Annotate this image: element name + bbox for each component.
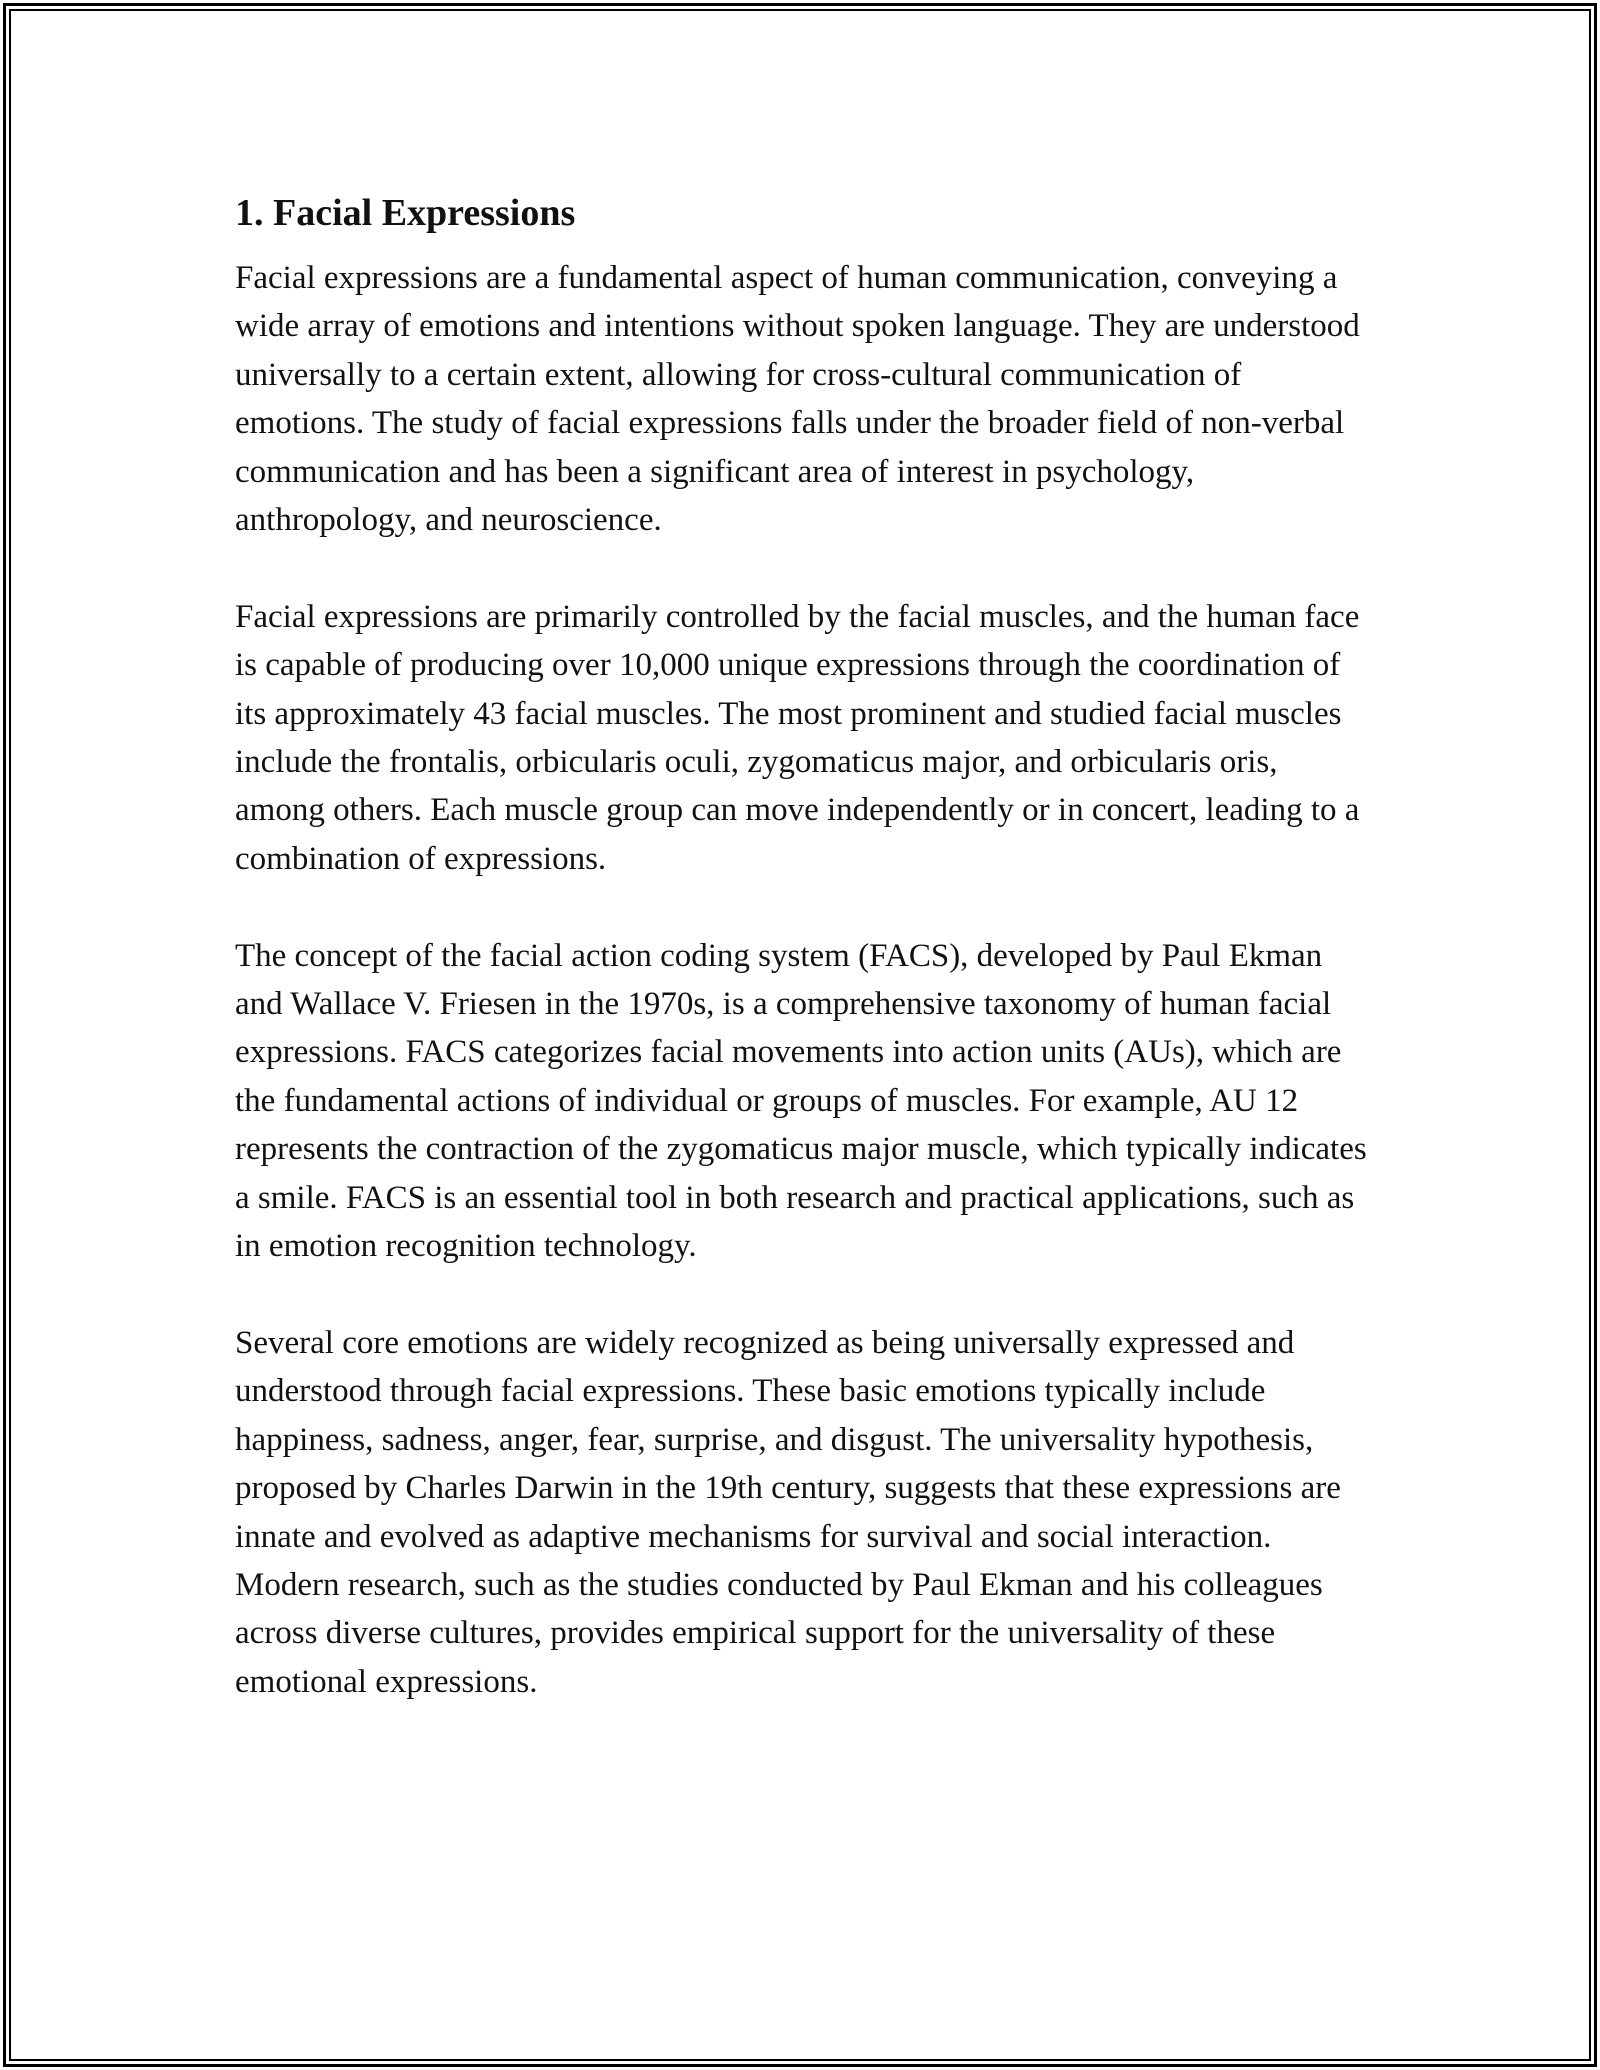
- paragraph-core-emotions: Several core emotions are widely recognized as being universally expressed and understood through facial expressions. These basic emotions typically include happiness, sadness, anger, fear, surprise, and disgust. The universality hypothesis, proposed by Charles Darwin in the 19th century, suggests that these expressions are innate and evolved as adaptive mechanisms for survival and social interaction. Modern research, such as the studies conducted by Paul Ekman and his colleagues across diverse cultures, provides empirical support for the universality of these emotional expressions.: [235, 1324, 1341, 1700]
- paragraph-facs: The concept of the facial action coding system (FACS), developed by Paul Ekman and Wallace V. Friesen in the 1970s, is a comprehensive taxonomy of human facial expressions. FACS categorizes facial movements into action units (AUs), which are the fundamental actions of individual or groups of muscles. For example, AU 12 represents the contraction of the zygomaticus major muscle, which typically indicates a smile. FACS is an essential tool in both research and practical applications, such as in emotion recognition technology.: [235, 937, 1367, 1265]
- paragraph-facial-muscles: Facial expressions are primarily controlled by the facial muscles, and the human face is capable of producing over 10,000 unique expressions through the coordination of its approximately 43 facial muscles. The most prominent and studied facial muscles include the frontalis, orbicularis oculi, zygomaticus major, and orbicularis oris, among others. Each muscle group can move independently or in concert, leading to a combination of expressions.: [235, 598, 1360, 877]
- paragraph-intro: Facial expressions are a fundamental aspect of human communication, conveying a wide array of emotions and intentions without spoken language. They are understood universally to a certain extent, allowing for cross-cultural communication of emotions. The study of facial expressions falls under the broader field of non-verbal communication and has been a significant area of interest in psychology, anthropology, and neuroscience.: [235, 260, 1360, 539]
- document-body: [235, 186, 1375, 1706]
- section-heading: 1. Facial Expressions: [235, 192, 576, 234]
